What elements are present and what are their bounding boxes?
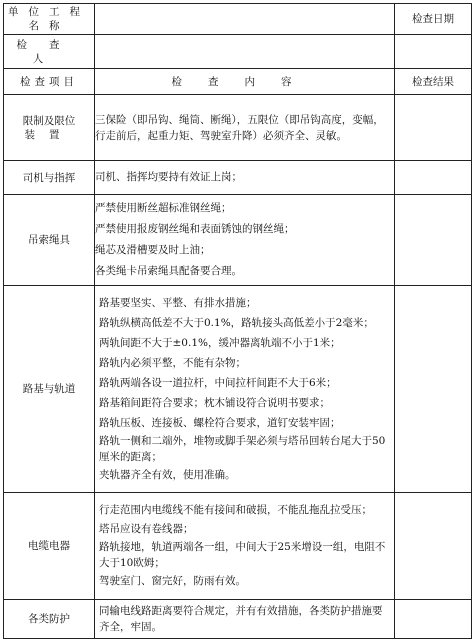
inspector-label: 检查人	[16, 38, 82, 65]
row-label-line: 司机与指挥	[22, 171, 76, 184]
list-item: 行走范围内电缆线不能有接间和破损，不能乱拖乱拉受压；	[99, 503, 372, 516]
row-label	[4, 195, 95, 286]
unit-name-value[interactable]	[95, 4, 395, 35]
inspection-table	[3, 3, 472, 639]
list-item: 路轨两端各设一道拉杆，中间拉杆间距不大于6米；	[99, 377, 337, 389]
row-label-line: 各类防护	[28, 613, 70, 625]
column-header-content: 检查内容	[171, 75, 318, 88]
table-row	[4, 195, 472, 286]
list-item: 严禁使用报废钢丝绳和表面锈蚀的钢丝绳；	[95, 223, 295, 235]
row-label	[4, 600, 95, 639]
table-row	[4, 161, 472, 195]
inspector-value[interactable]	[95, 35, 395, 69]
list-item: 绳芯及滑槽要及时上油；	[95, 244, 211, 256]
list-item: 各类绳卡吊索绳具配备要合理。	[95, 265, 242, 277]
table-row	[4, 286, 472, 493]
list-item: 两轨间距不大于±0.1%，缓冲器离轨端不小于1米；	[99, 337, 341, 349]
row-content	[95, 600, 395, 639]
table-row	[4, 95, 472, 161]
list-item: 路轨压板、连接板、螺栓符合要求，道钉安装牢固；	[99, 417, 341, 429]
row-label	[4, 286, 95, 493]
row-label-line: 限制及限位	[22, 114, 76, 127]
row-result[interactable]	[395, 286, 472, 493]
column-header-item-cell	[4, 69, 95, 95]
row-content	[95, 286, 395, 493]
table-row	[4, 600, 472, 639]
row-result[interactable]	[395, 493, 472, 600]
check-date-value[interactable]	[395, 35, 472, 69]
header-row-inspector	[4, 35, 472, 69]
column-header-result: 检查结果	[395, 69, 472, 95]
check-date-label: 检查日期	[395, 4, 472, 35]
row-result[interactable]	[395, 161, 472, 195]
row-content	[95, 161, 395, 195]
row-content	[95, 195, 395, 286]
list-item: 路基要坚实、平整、有排水措施；	[99, 297, 257, 309]
list-item: 路轨接地，轨道两端各一组，中间大于25米增设一组，电阻不大于10欧姆；	[99, 540, 386, 569]
list-item: 三保险（即吊钩、绳筒、断绳），五限位（即吊钩高度，变幅，行走前后，起重力矩、驾驶室升降）必须齐全、灵敏。	[95, 113, 384, 142]
list-item: 路轨一侧和二端外，堆物或脚手架必须与塔吊回转台尾大于50厘米的距离；	[99, 435, 386, 463]
column-header-item: 检查项目	[20, 75, 78, 88]
list-item: 路基箱间距符合要求；枕木铺设符合说明书要求；	[99, 397, 330, 409]
list-item: 路轨纵横高低差不大于0.1%，路轨接头高低差小于2毫米；	[99, 317, 374, 329]
list-item: 驾驶室门、窗完好，防雨有效。	[99, 574, 246, 587]
unit-name-label-cell	[4, 4, 95, 35]
list-item: 塔吊应设有卷线器；	[99, 522, 194, 535]
column-header-row	[4, 69, 472, 95]
list-item: 同输电线路距离要符合规定，并有有效措施，各类防护措施要齐全，牢固。	[99, 605, 383, 633]
row-content	[95, 493, 395, 600]
column-header-content-cell	[95, 69, 395, 95]
unit-name-label: 单位工程名称	[8, 6, 90, 32]
row-label-line: 路基与轨道	[22, 383, 76, 395]
table-row	[4, 493, 472, 600]
row-label	[4, 95, 95, 161]
list-item: 严禁使用断丝超标准钢丝绳；	[95, 202, 232, 214]
inspector-label-cell	[4, 35, 95, 69]
row-content	[95, 95, 395, 161]
list-item: 路轨内必须平整，不能有杂物；	[99, 357, 246, 369]
list-item: 司机、指挥均要持有效证上岗；	[95, 171, 242, 183]
header-row-unit	[4, 4, 472, 35]
row-result[interactable]	[395, 195, 472, 286]
row-result[interactable]	[395, 600, 472, 639]
row-label	[4, 493, 95, 600]
list-item: 夹轨器齐全有效，使用准确。	[99, 469, 236, 481]
row-label	[4, 161, 95, 195]
row-label-line: 吊索绳具	[28, 234, 70, 246]
row-result[interactable]	[395, 95, 472, 161]
row-label-line: 电缆电器	[28, 540, 70, 552]
row-label-line: 装置	[24, 128, 74, 141]
